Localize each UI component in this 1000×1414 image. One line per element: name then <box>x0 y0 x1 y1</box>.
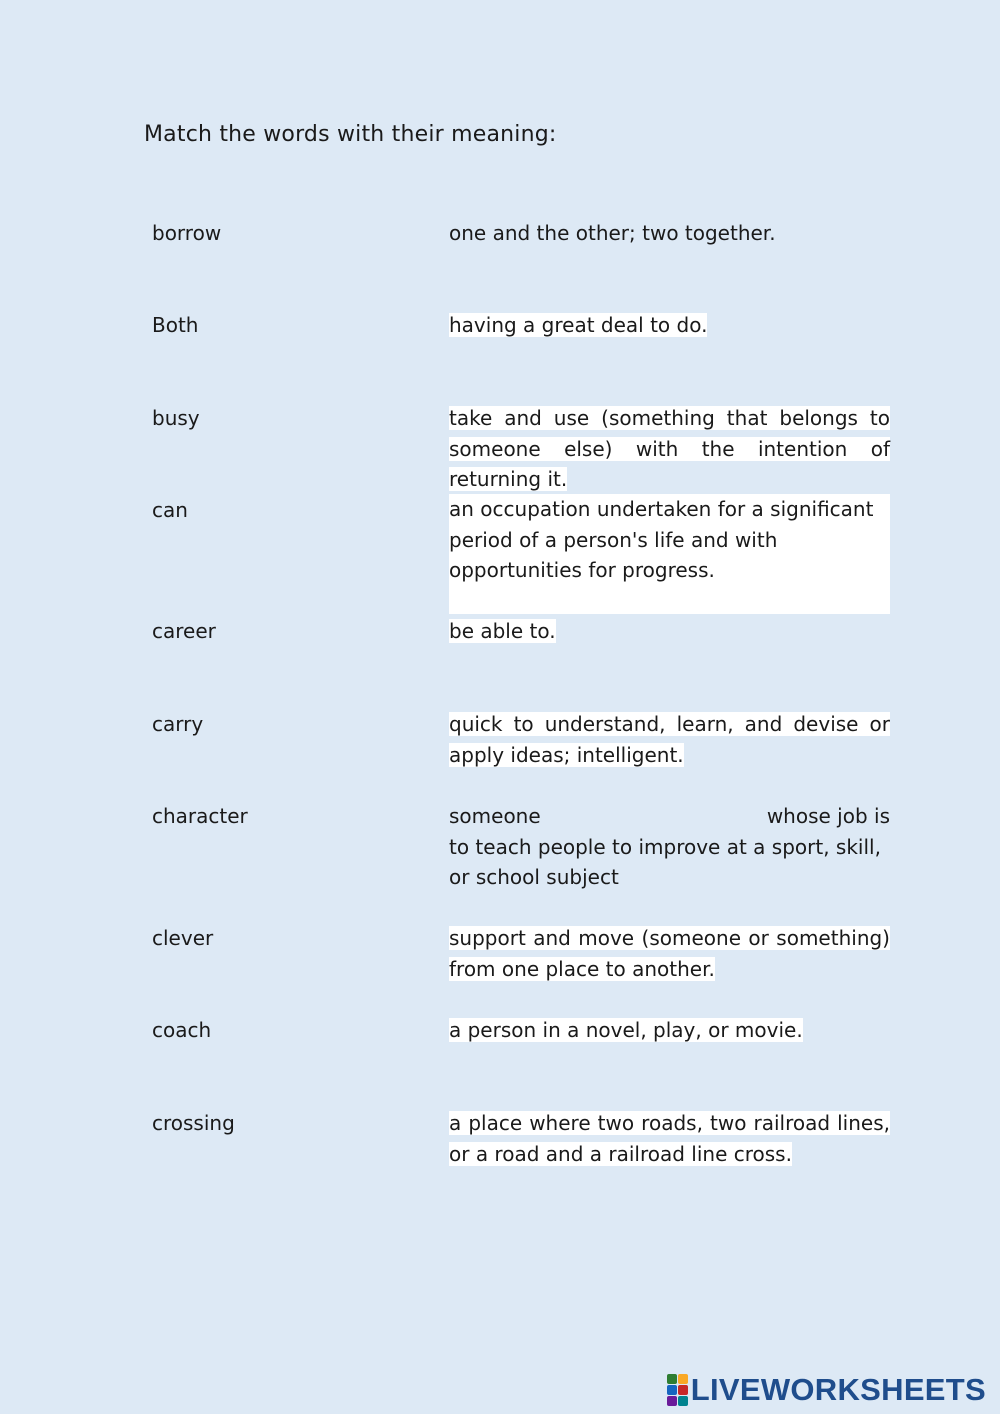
logo-mark-cell <box>678 1385 688 1395</box>
definition-item[interactable] <box>449 801 890 893</box>
logo-text: LIVEWORKSHEETS <box>690 1372 986 1407</box>
logo-mark-cell <box>667 1374 677 1384</box>
definition-item[interactable] <box>449 494 890 614</box>
word-character[interactable]: character <box>152 804 248 828</box>
word-can[interactable]: can <box>152 498 188 522</box>
logo-mark-icon <box>667 1374 688 1406</box>
definition-text-lead: someone <box>449 804 541 828</box>
word-career[interactable]: career <box>152 619 216 643</box>
definition-text: an occupation undertaken for a significant period of a person's life and with opportunities for progress. <box>449 497 874 582</box>
word-coach[interactable]: coach <box>152 1018 212 1042</box>
definition-text: be able to. <box>449 619 556 643</box>
logo-mark-cell <box>678 1396 688 1406</box>
logo-mark-cell <box>667 1396 677 1406</box>
definition-item[interactable] <box>449 310 890 341</box>
word-both[interactable]: Both <box>152 313 199 337</box>
logo-mark-cell <box>667 1385 677 1395</box>
word-crossing[interactable]: crossing <box>152 1111 235 1135</box>
page-title: Match the words with their meaning: <box>144 122 557 147</box>
definition-text-rest: to teach people to improve at a sport, skill, or school subject <box>449 834 881 889</box>
definition-item[interactable] <box>449 923 890 984</box>
definition-text: support and move (someone or something) from one place to another. <box>449 926 890 981</box>
word-borrow[interactable]: borrow <box>152 221 222 245</box>
definition-text-tail: whose job is <box>766 804 890 828</box>
definition-item[interactable] <box>449 1108 890 1169</box>
definition-text: take and use (something that belongs to someone else) with the intention of returning it. <box>449 406 890 491</box>
word-busy[interactable]: busy <box>152 406 200 430</box>
definition-text: having a great deal to do. <box>449 313 708 337</box>
definition-text: a place where two roads, two railroad lines, or a road and a railroad line cross. <box>449 1111 890 1166</box>
definition-item[interactable] <box>449 218 890 249</box>
definition-item[interactable] <box>449 1015 890 1046</box>
definition-text: quick to understand, learn, and devise or apply ideas; intelligent. <box>449 712 890 767</box>
definition-item[interactable] <box>449 616 890 647</box>
liveworksheets-logo <box>667 1372 986 1408</box>
definition-text: a person in a novel, play, or movie. <box>449 1018 803 1042</box>
definition-text: one and the other; two together. <box>449 221 776 245</box>
word-clever[interactable]: clever <box>152 926 214 950</box>
word-carry[interactable]: carry <box>152 712 204 736</box>
definition-item[interactable] <box>449 709 890 770</box>
definition-item[interactable] <box>449 403 890 495</box>
logo-mark-cell <box>678 1374 688 1384</box>
